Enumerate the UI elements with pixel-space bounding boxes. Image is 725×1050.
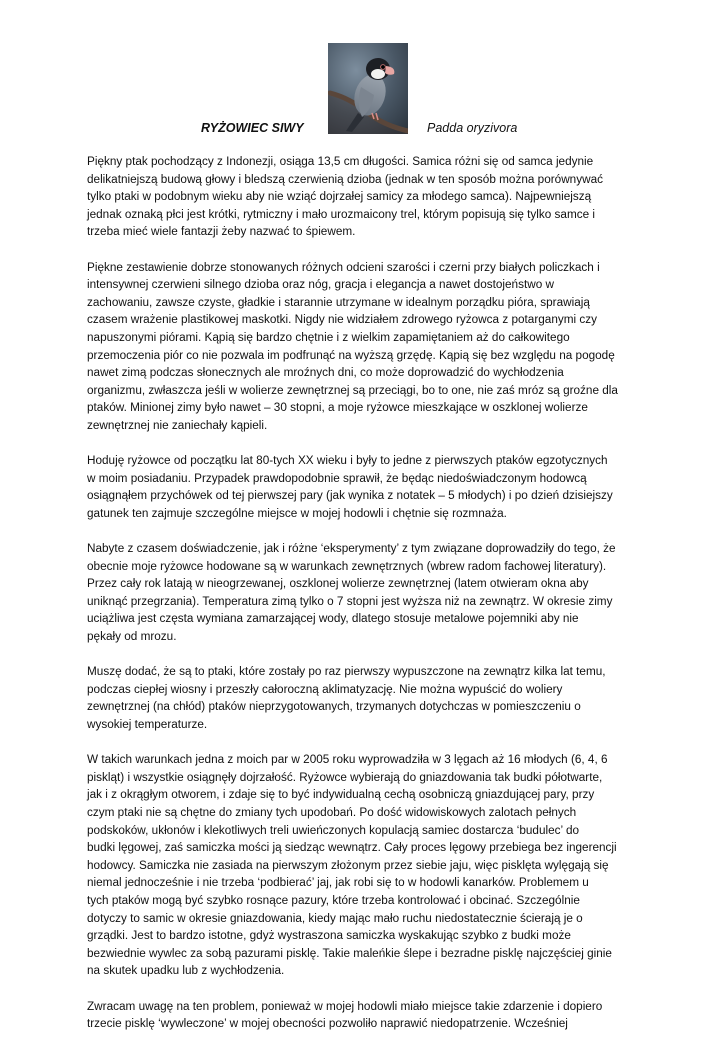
text-line: organizmu, zwłaszcza jeśli w wolierze zewnętrznej są przeciągi, bo to one, nie zaś mróz są groźne dla — [87, 383, 618, 397]
text-line: W takich warunkach jedna z moich par w 2005 roku wyprowadziła w 3 lęgach aż 16 młodych (6, 4, 6 — [87, 753, 608, 767]
text-line: czym ptaki nie są chętne do zmiany tych upodobań. Po dość widowiskowych zalotach pełnych — [87, 805, 577, 819]
text-line: Piękne zestawienie dobrze stonowanych różnych odcieni szarości i czerni przy białych policzkach i — [87, 260, 600, 274]
text-line: Zwracam uwagę na ten problem, ponieważ w mojej hodowli miało miejsce takie zdarzenie i dopiero — [87, 999, 603, 1013]
text-line: Nabyte z czasem doświadczenie, jak i różne ‘eksperymenty’ z tym związane doprowadziły do tego, że — [87, 542, 616, 556]
text-line: Przez cały rok latają w nieogrzewanej, oszklonej wolierze zewnętrznej (latem otwieram okna aby — [87, 577, 589, 591]
text-line: osiągnąłem przychówek od tej pierwszej pary (jak wynika z notatek – 5 młodych) i po dzień dzisiejszy — [87, 489, 613, 503]
text-line: uciążliwa jest częsta wymiana zamarzającej wody, dlatego stosuje metalowe pojemniki aby nie — [87, 612, 579, 626]
text-line: bezwiednie wywlec za sobą pazurami pisklę. Takie maleńkie ślepe i bezradne pisklę najczęściej ginie — [87, 946, 612, 960]
article-body — [87, 153, 647, 1050]
text-line: zewnętrznej (na chłód) ptaków nieprzygotowanych, trzymanych dotychczas w pomieszczeniu o — [87, 700, 581, 714]
paragraph — [87, 663, 647, 733]
text-line: Hoduję ryżowce od początku lat 80-tych XX wieku i były to jedne z pierwszych ptaków egzotycznych — [87, 454, 608, 468]
text-line: obecnie moje ryżowce hodowane są w warunkach zewnętrznych (wbrew radom fachowej literatury). — [87, 559, 607, 573]
text-line: grządki. Jest to bardzo istotne, gdyż wystraszona samiczka wyskakując szybko z budki może — [87, 929, 571, 943]
paragraph — [87, 540, 647, 646]
text-line: pękały od mrozu. — [87, 630, 177, 644]
text-line: w moim posiadaniu. Przypadek prawdopodobnie sprawił, że będąc niedoświadczonym hodowcą — [87, 471, 587, 485]
paragraph — [87, 452, 647, 522]
text-line: gatunek ten zajmuje szczególne miejsce w mojej hodowli i chętnie się rozmnaża. — [87, 506, 507, 520]
text-line: intensywnej czerwieni silnego dzioba oraz nóg, gracja i elegancja a nawet dostojeństwo w — [87, 278, 555, 292]
text-line: hodowcy. Samiczka nie zasiada na pierwszym złożonym przez siebie jaju, więc pisklęta wylęgają się — [87, 858, 609, 872]
text-line: wysokiej temperaturze. — [87, 718, 208, 731]
text-line: dotyczy to samic w okresie gniazdowania, kiedy mając mało ruchu niedostatecznie ścierają je o — [87, 911, 583, 925]
text-line: jak i z okrągłym otworem, i zdaje się to być indywidualną cechą osobniczą gniazdującej pary, przy — [87, 788, 595, 802]
text-line: nawet zimą podczas słonecznych ale mroźnych dni, co może doprowadzić do wychłodzenia — [87, 366, 564, 380]
text-line: trzeba mieć wiele fantazji żeby nazwać to śpiewem. — [87, 225, 356, 239]
text-line: podczas ciepłej wiosny i przeszły całoroczną aklimatyzację. Nie można wypuścić do woliery — [87, 682, 563, 696]
page-title: RYŻOWIEC SIWY — [201, 121, 304, 135]
text-line: tylko ptaki w podobnym wieku aby nie wziąć dojrzałej samicy za młodego samca). Najpewniejszą — [87, 190, 592, 204]
latin-name: Padda oryzivora — [427, 121, 518, 135]
paragraph — [87, 153, 647, 241]
text-line: piskląt) i wszystkie osiągnęły dojrzałość. Ryżowce wybierają do gniazdowania tak budki półotwarte, — [87, 770, 603, 784]
text-line: Piękny ptak pochodzący z Indonezji, osiąga 13,5 cm długości. Samica różni się od samca jedynie — [87, 155, 594, 168]
text-line: na skutek upadku lub z wychłodzenia. — [87, 964, 285, 978]
text-line: tych ptaków mogą być szybko rosnące pazury, które trzeba kontrolować i obcinać. Szczególnie — [87, 893, 580, 907]
text-line: zewnętrznej nie zaniechały kąpieli. — [87, 418, 268, 432]
text-line: napuszonymi piórami. Kąpią się bardzo chętnie i z wielkim zapamiętaniem aż do całkowitego — [87, 330, 570, 344]
text-line: Muszę dodać, że są to ptaki, które zostały po raz pierwszy wypuszczone na zewnątrz kilka lat temu, — [87, 665, 606, 679]
text-line: uniknąć przegrzania). Temperatura zimą tylko o 7 stopni jest wyższa niż na zewnątrz. W okresie zimy — [87, 594, 613, 608]
text-line: niemal jednocześnie i nie trzeba ‘podbierać’ jaj, jak robi się to w hodowli kanarków. Problemem u — [87, 876, 589, 890]
text-line: budki lęgowej, zaś samiczka mości ją siedząc wewnątrz. Cały proces lęgowy przebiega bez ingerencji — [87, 841, 617, 855]
paragraph — [87, 998, 647, 1033]
text-line: przemoczenia piór co nie pozwala im podfrunąć na wyższą grzędę. Kąpią się bez względu na pogodę — [87, 348, 615, 362]
text-line: jednak oznaką płci jest krótki, rytmiczny i mało urozmaicony trel, którym popisują się tylko samce i — [87, 207, 596, 221]
text-line: trzecie pisklę ‘wywleczone’ w mojej obecności pozwoliło naprawić niedopatrzenie. Wcześniej — [87, 1017, 568, 1031]
title-row — [0, 121, 725, 141]
text-line: zachowaniu, zawsze czyste, gładkie i starannie utrzymane w idealnym porządku pióra, sprawiają — [87, 295, 590, 309]
paragraph — [87, 751, 647, 980]
text-line: czasem wrażenie plastikowej maskotki. Nigdy nie widziałem zdrowego ryżowca z potarganymi czy — [87, 313, 598, 327]
paragraph — [87, 259, 647, 435]
text-line: delikatniejszą budową głowy i bledszą czerwienią dzioba (jednak w ten sposób można porównywać — [87, 172, 603, 186]
text-line: ptaków. Minionej zimy było nawet – 30 stopni, a moje ryżowce mieszkające w oszklonej wolierze — [87, 401, 588, 415]
text-line: podskoków, ukłonów i klekotliwych treli uwieńczonych kopulacją samiec dostarcza ‘budulec’ do — [87, 823, 580, 837]
